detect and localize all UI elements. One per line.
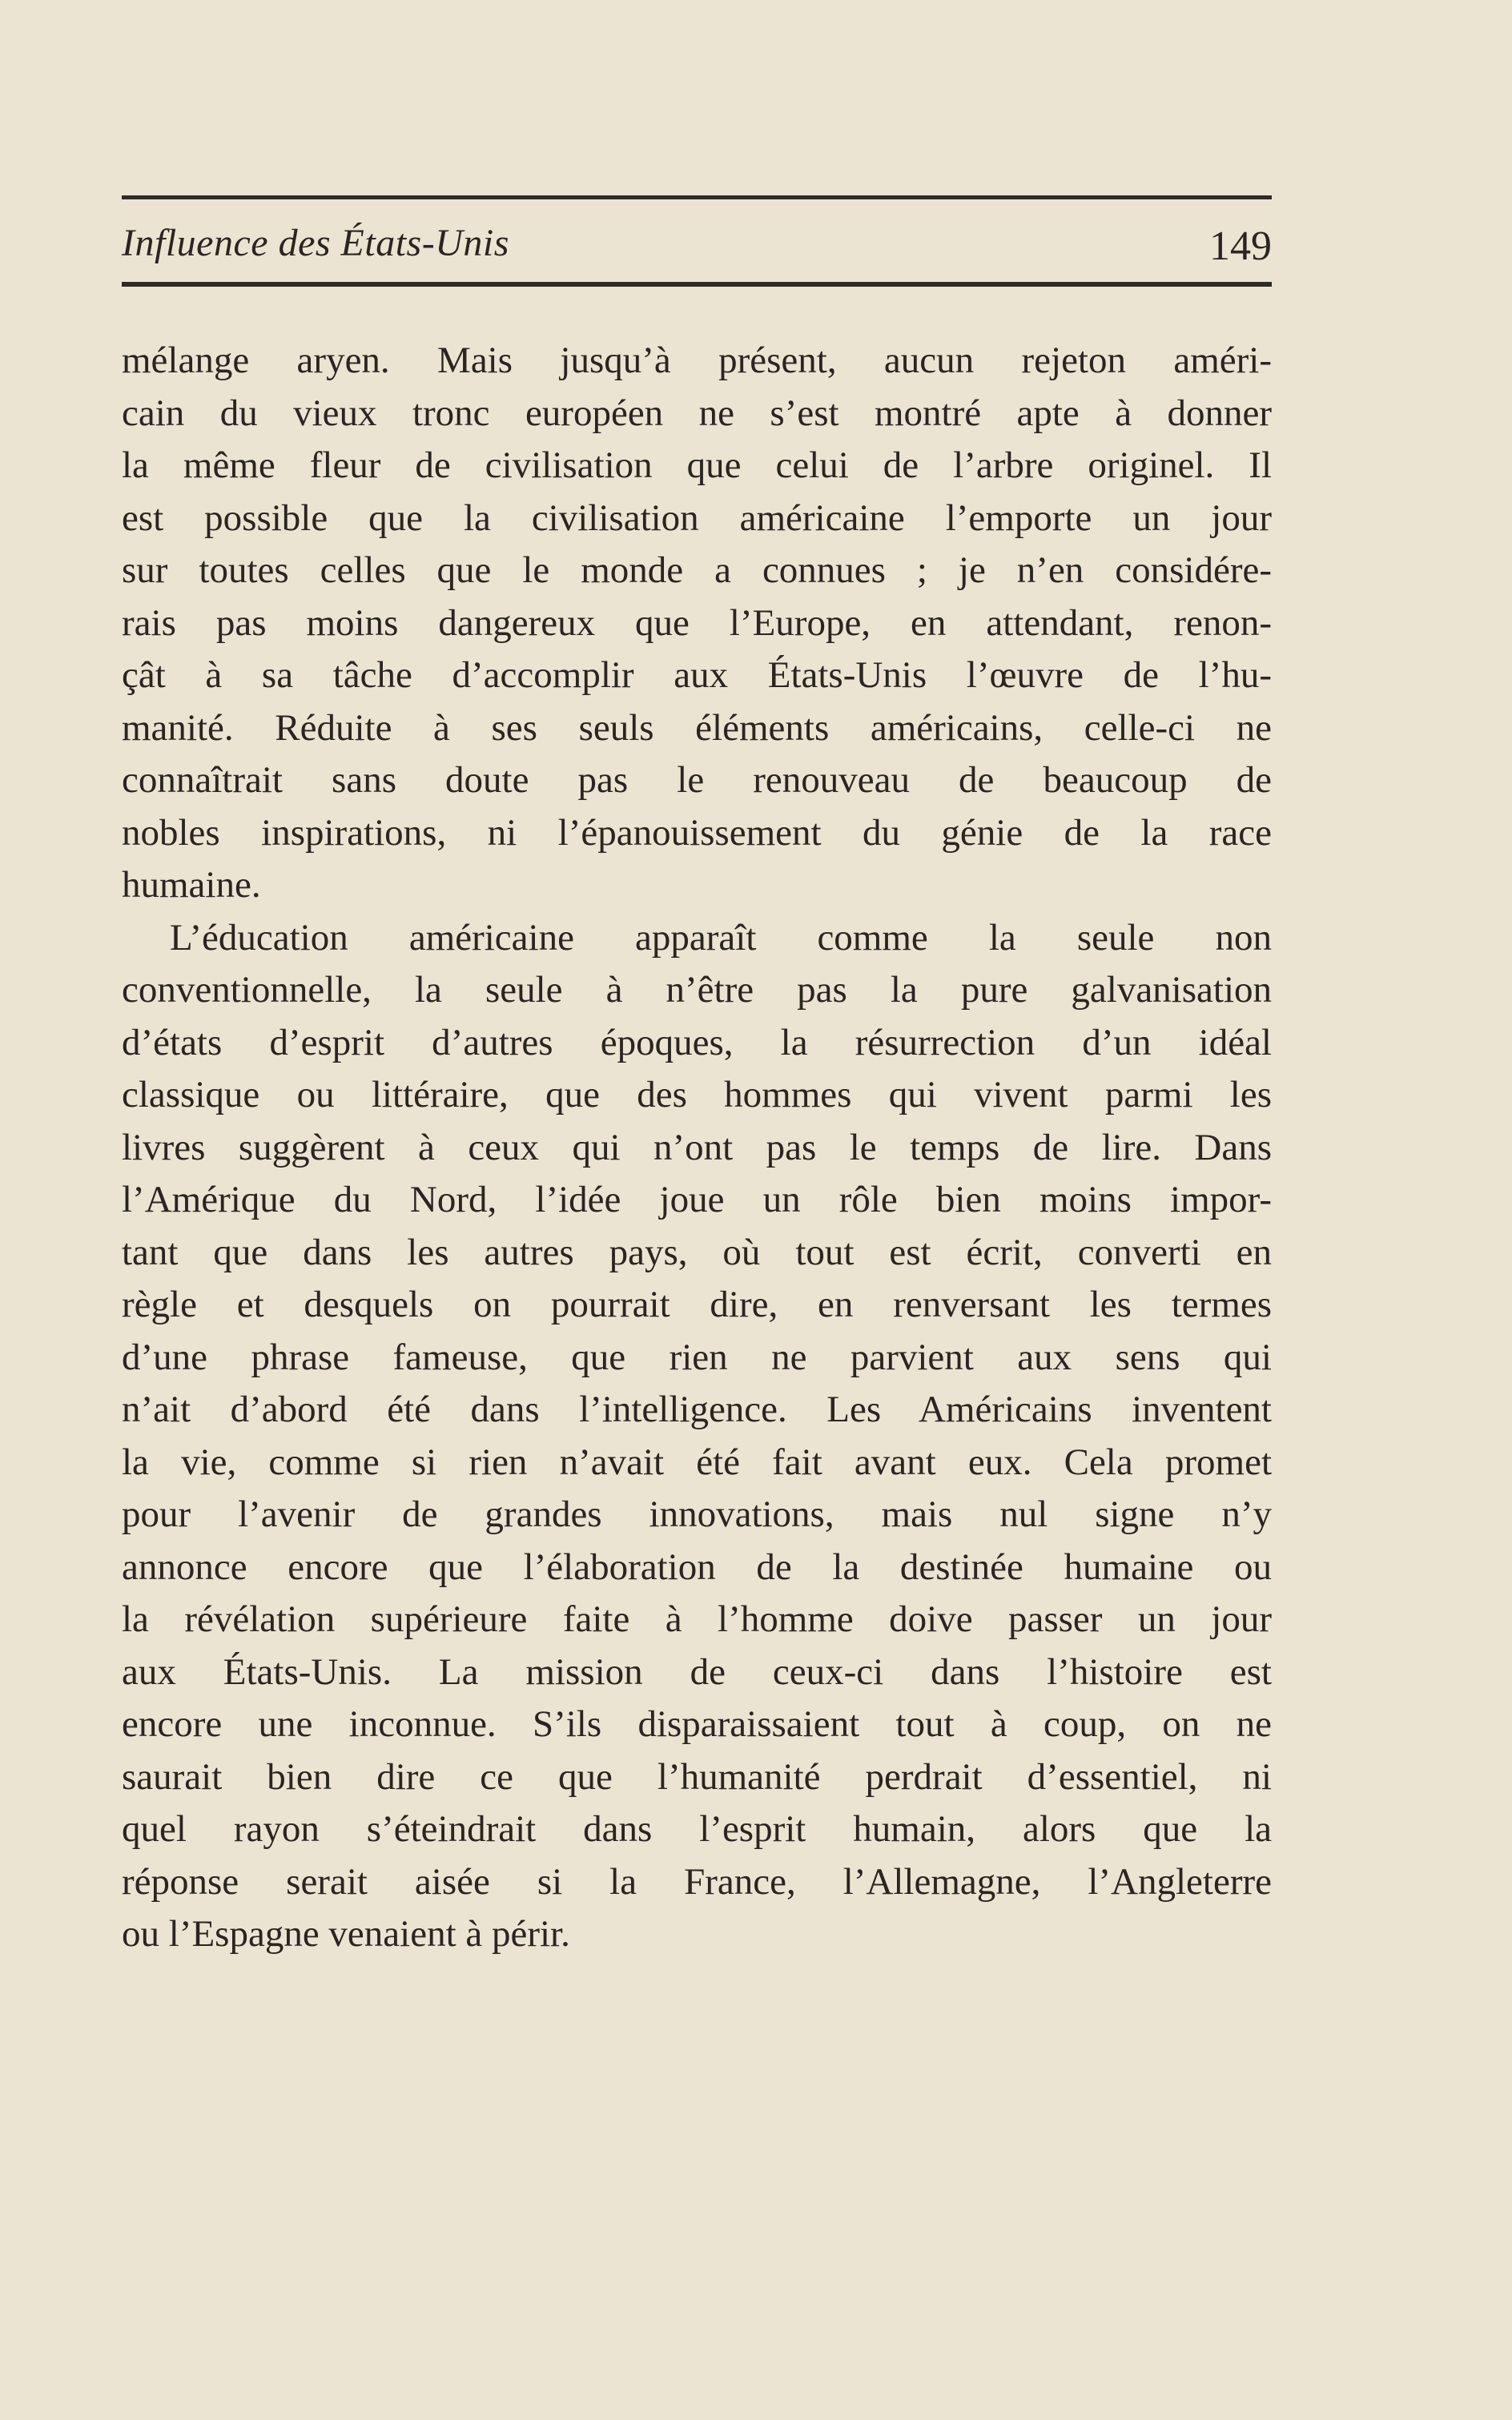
text-line: ou l’Espagne venaient à périr.	[122, 1913, 570, 1955]
text-line: classique ou littéraire, que des hommes qui vivent parmi les	[122, 1074, 1272, 1116]
text-line: la même fleur de civilisation que celui de l’arbre originel. Il	[122, 444, 1272, 486]
text-line: cain du vieux tronc européen ne s’est montré apte à donner	[122, 392, 1272, 434]
text-line: d’une phrase fameuse, que rien ne parvient aux sens qui	[122, 1336, 1272, 1378]
text-line: pour l’avenir de grandes innovations, mais nul signe n’y	[122, 1493, 1272, 1535]
text-line: L’éducation américaine apparaît comme la seule non	[170, 916, 1272, 959]
text-line: conventionnelle, la seule à n’être pas la pure galvanisation	[122, 969, 1272, 1011]
text-line: sur toutes celles que le monde a connues ; je n’en considére-	[122, 549, 1272, 591]
header-top-rule	[122, 195, 1272, 199]
text-line: rais pas moins dangereux que l’Europe, en attendant, renon-	[122, 601, 1272, 644]
text-line: l’Amérique du Nord, l’idée joue un rôle bien moins impor-	[122, 1179, 1272, 1220]
text-line: réponse serait aisée si la France, l’Allemagne, l’Angleterre	[122, 1860, 1272, 1903]
text-line: saurait bien dire ce que l’humanité perdrait d’essentiel, ni	[122, 1755, 1272, 1798]
page-number: 149	[1209, 223, 1272, 269]
text-line: manité. Réduite à ses seuls éléments américains, celle-ci ne	[122, 706, 1272, 749]
text-line: aux États-Unis. La mission de ceux-ci dans l’histoire est	[122, 1650, 1272, 1693]
text-line: est possible que la civilisation américaine l’emporte un jour	[122, 496, 1272, 539]
running-head	[122, 215, 1272, 272]
text-line: connaîtrait sans doute pas le renouveau de beaucoup de	[122, 759, 1272, 801]
text-line: d’états d’esprit d’autres époques, la résurrection d’un idéal	[122, 1021, 1272, 1063]
header-bottom-rule	[122, 282, 1272, 287]
text-line: la vie, comme si rien n’avait été fait avant eux. Cela promet	[122, 1441, 1272, 1483]
text-line: quel rayon s’éteindrait dans l’esprit humain, alors que la	[122, 1808, 1272, 1850]
text-line: n’ait d’abord été dans l’intelligence. Les Américains inventent	[122, 1389, 1272, 1430]
text-line: encore une inconnue. S’ils disparaissaient tout à coup, on ne	[122, 1703, 1272, 1745]
text-line: la révélation supérieure faite à l’homme doive passer un jour	[122, 1598, 1272, 1640]
paragraph-1	[122, 335, 1272, 912]
text-line: livres suggèrent à ceux qui n’ont pas le temps de lire. Dans	[122, 1126, 1272, 1168]
text-line: règle et desquels on pourrait dire, en renversant les termes	[122, 1284, 1272, 1325]
text-line: mélange aryen. Mais jusqu’à présent, aucun rejeton améri-	[122, 340, 1272, 381]
text-line: nobles inspirations, ni l’épanouissement du génie de la race	[122, 811, 1272, 854]
text-line: annonce encore que l’élaboration de la destinée humaine ou	[122, 1546, 1272, 1588]
body-text	[122, 335, 1272, 1961]
running-title: Influence des États-Unis	[122, 222, 509, 264]
text-line: humaine.	[122, 864, 261, 906]
text-line: tant que dans les autres pays, où tout est écrit, converti en	[122, 1231, 1272, 1273]
text-line: çât à sa tâche d’accomplir aux États-Unis l’œuvre de l’hu-	[122, 654, 1272, 696]
paragraph-2	[122, 912, 1272, 1961]
